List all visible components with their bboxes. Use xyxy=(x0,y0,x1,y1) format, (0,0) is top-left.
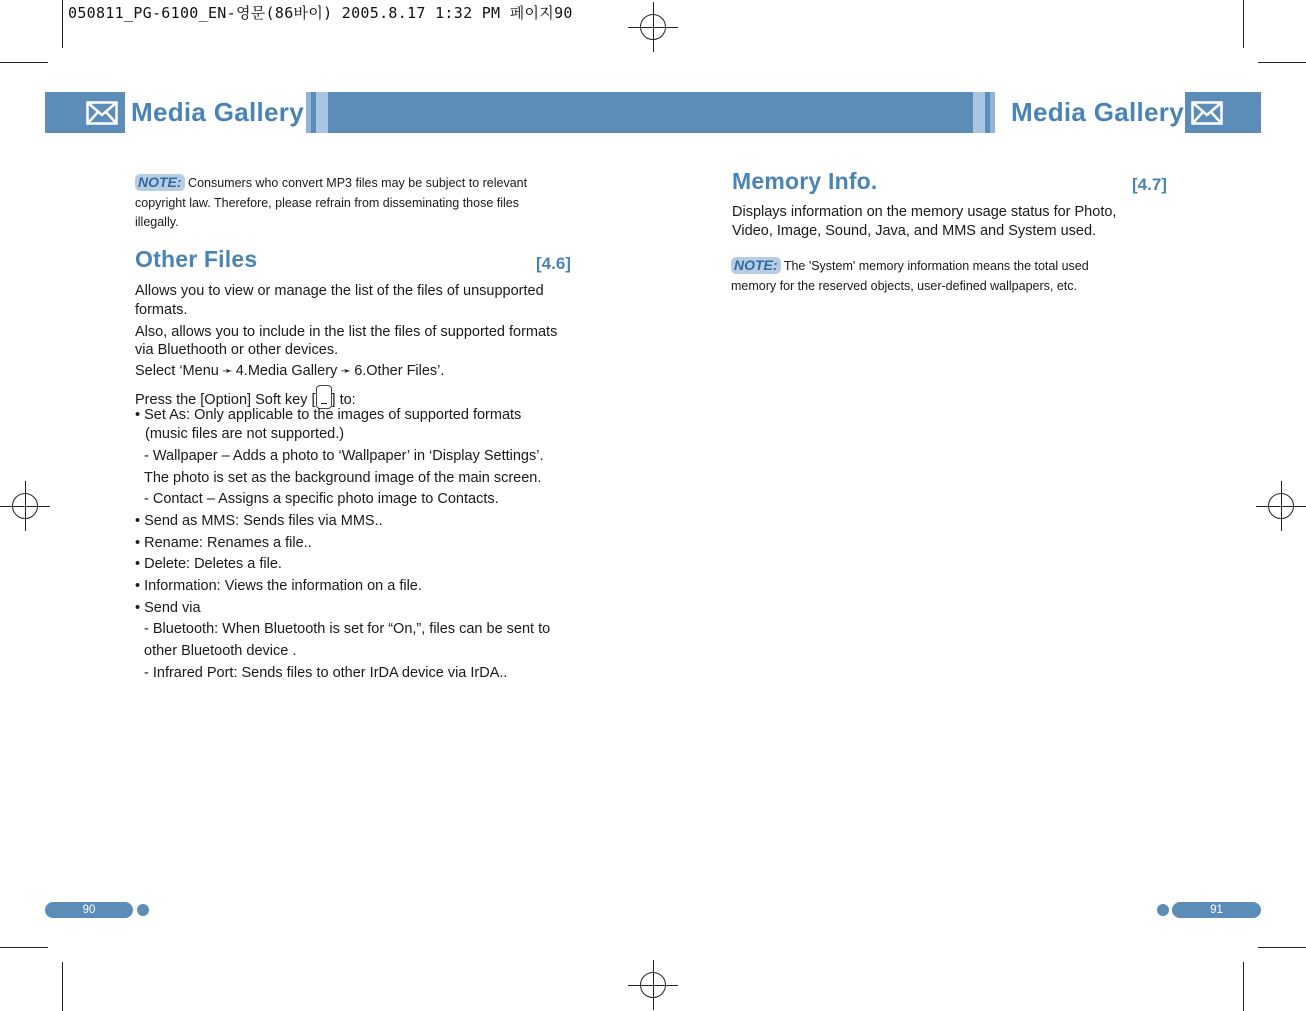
softkey-instruction xyxy=(135,385,356,409)
note-line: Consumers who convert MP3 files may be subject to relevant xyxy=(188,176,528,190)
note-line: illegally. xyxy=(135,215,179,229)
registration-mark xyxy=(0,481,50,531)
list-item: The photo is set as the background image of the main screen. xyxy=(144,470,542,486)
list-item: - Bluetooth: When Bluetooth is set for “On,”, files can be sent to xyxy=(144,621,551,637)
menu-path-part: 6.Other Files’. xyxy=(354,363,445,379)
envelope-icon xyxy=(86,101,118,125)
section-number: [4.7] xyxy=(1132,175,1167,194)
body-text: Video, Image, Sound, Java, and MMS and System used. xyxy=(732,223,1097,239)
press-text: ] to: xyxy=(331,392,356,408)
list-item: - Infrared Port: Sends files to other IrDA device via IrDA.. xyxy=(144,665,508,681)
body-text: formats. xyxy=(135,302,188,318)
menu-path-part: 4.Media Gallery xyxy=(235,363,338,379)
list-item: - Contact – Assigns a specific photo image to Contacts. xyxy=(144,491,499,507)
section-title-memory-info: Memory Info. xyxy=(732,168,878,194)
print-slug: 050811_PG-6100_EN-영문(86바이) 2005.8.17 1:32 PM 페이지90 xyxy=(68,4,573,22)
note-block-right xyxy=(731,257,1171,296)
menu-path-part: Select ‘Menu xyxy=(135,363,219,379)
page-dot xyxy=(137,904,149,916)
body-text: Also, allows you to include in the list the files of supported formats xyxy=(135,324,558,340)
crop-mark xyxy=(1243,0,1244,48)
crop-mark xyxy=(0,62,48,63)
note-label: NOTE: xyxy=(135,174,185,191)
list-item: • Send as MMS: Sends files via MMS.. xyxy=(135,513,383,529)
note-line: The 'System' memory information means the total used xyxy=(783,259,1089,273)
list-item: • Information: Views the information on a file. xyxy=(135,578,422,594)
crop-mark xyxy=(1258,62,1306,63)
note-line: memory for the reserved objects, user-defined wallpapers, etc. xyxy=(731,278,1077,293)
list-item: - Wallpaper – Adds a photo to ‘Wallpaper’ in ‘Display Settings’. xyxy=(144,448,544,464)
crop-mark xyxy=(62,0,63,48)
registration-mark xyxy=(628,960,678,1010)
crop-mark xyxy=(0,947,48,948)
list-item: • Rename: Renames a file.. xyxy=(135,535,312,551)
body-text: Displays information on the memory usage status for Photo, xyxy=(732,204,1117,220)
page-dot xyxy=(1157,904,1169,916)
section-number: [4.6] xyxy=(536,254,571,273)
note-block-left xyxy=(135,174,575,233)
menu-path xyxy=(135,363,444,379)
crop-mark xyxy=(1243,962,1244,1011)
note-line: copyright law. Therefore, please refrain from disseminating those files xyxy=(135,195,519,210)
page-number-left: 90 xyxy=(45,902,133,918)
arrow-right-icon: ➛ xyxy=(340,363,352,378)
envelope-icon xyxy=(1191,101,1223,125)
body-text: Allows you to view or manage the list of the files of unsupported xyxy=(135,283,544,299)
section-title-other-files: Other Files xyxy=(135,246,258,272)
note-label: NOTE: xyxy=(731,257,781,274)
header-title-left: Media Gallery xyxy=(125,92,311,133)
list-item: • Set As: Only applicable to the images of supported formats xyxy=(135,407,522,423)
list-item: other Bluetooth device . xyxy=(144,643,297,659)
registration-mark xyxy=(1256,481,1306,531)
header-title-right: Media Gallery xyxy=(990,92,1185,133)
softkey-icon xyxy=(316,385,332,409)
list-item: • Send via xyxy=(135,600,201,616)
registration-mark xyxy=(628,2,678,52)
press-text: Press the [Option] Soft key [ xyxy=(135,392,316,408)
header-stripe xyxy=(316,92,328,133)
crop-mark xyxy=(62,962,63,1011)
list-item: • Delete: Deletes a file. xyxy=(135,556,282,572)
crop-mark xyxy=(1258,947,1306,948)
arrow-right-icon: ➛ xyxy=(221,363,233,378)
header-stripe xyxy=(973,92,985,133)
page-number-right: 91 xyxy=(1172,902,1261,918)
body-text: via Bluethooth or other devices. xyxy=(135,342,339,358)
list-item: (music files are not supported.) xyxy=(145,426,345,442)
